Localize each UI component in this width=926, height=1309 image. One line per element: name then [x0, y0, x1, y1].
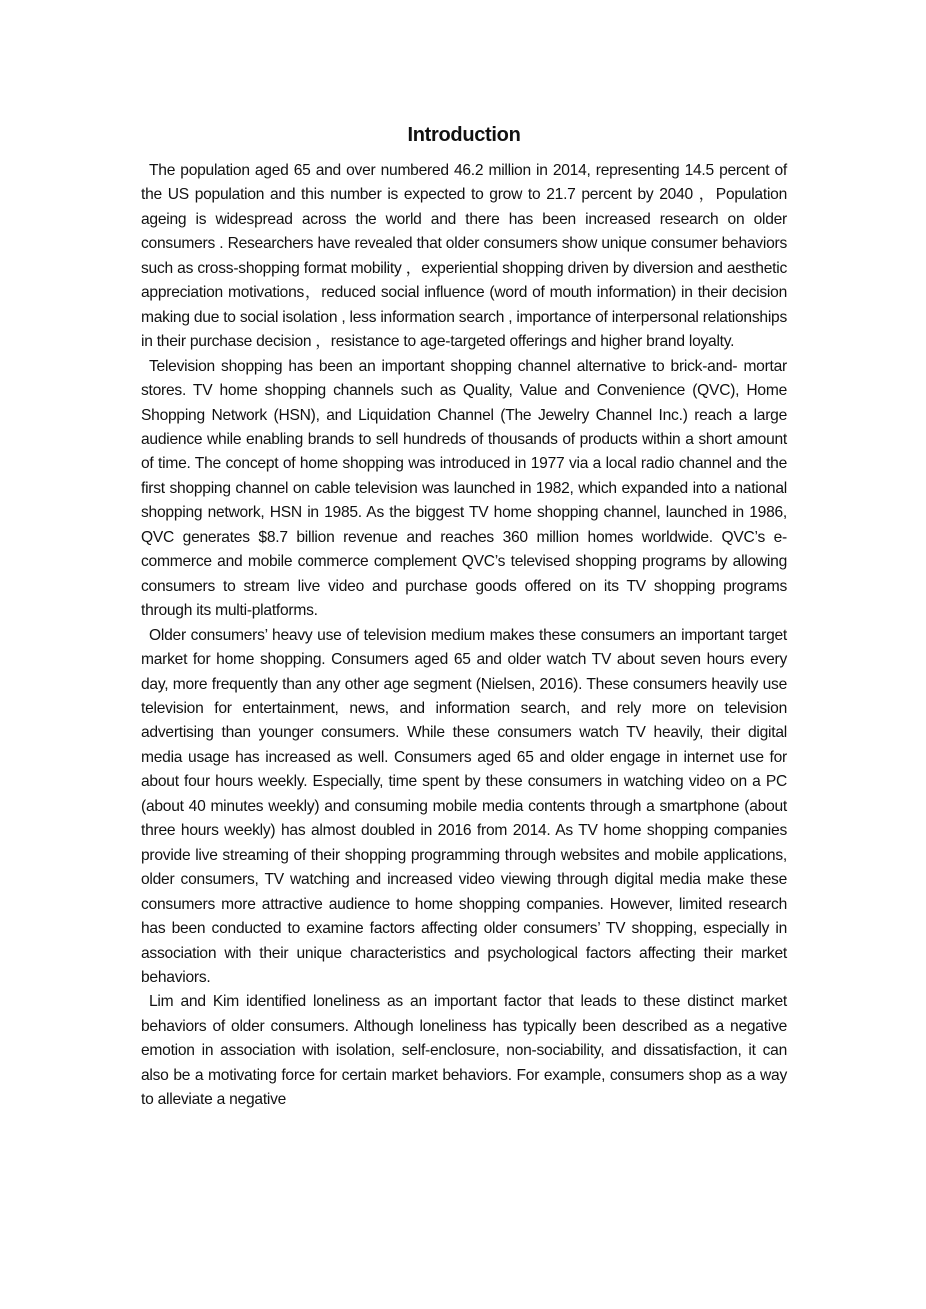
paragraph-older-consumers: The population aged 65 and over numbered 46.2 million in 2014, representing 14.5 percent of the US population and this number is expected to grow to 21.7 percent by 2040 ，Population ageing is widespread across the world and there has been increased research on older consumers . Researchers have revealed that older consumers show unique consumer behaviors such as cross-shopping format mobility ，experiential shopping driven by diversion and aesthetic appreciation motivations，reduced social influence (word of mouth information) in their decision making due to social isolation , less information search , importance of interpersonal relationships in their purchase decision ，resistance to age-targeted offerings and higher brand loyalty.	[141, 162, 787, 351]
section-title: Introduction	[407, 124, 521, 146]
paragraph-television-shopping: Television shopping has been an important shopping channel alternative to brick-and- mortar stores. TV home shopping channels such as Quality, Value and Convenience (QVC), Home Shopping Network (HSN), and Liquidation Channel (The Jewelry Channel Inc.) reach a large audience while enabling brands to sell hundreds of thousands of products within a short amount of time. The concept of home shopping was introduced in 1977 via a local radio channel and the first shopping channel on cable television was launched in 1982, which expanded into a national shopping network, HSN in 1985. As the biggest TV home shopping channel, launched in 1986, QVC generates $8.7 billion revenue and reaches 360 million homes worldwide. QVC’s e-commerce and mobile commerce complement QVC’s televised shopping programs by allowing consumers to stream live video and purchase goods offered on its TV shopping programs through its multi-platforms.	[141, 357, 787, 620]
paragraph-loneliness: Lim and Kim identified loneliness as an important factor that leads to these distinct market behaviors of older consumers. Although loneliness has typically been described as a negative emotion in association with isolation, self-enclosure, non-sociability, and dissatisfaction, it can also be a motivating force for certain market behaviors. For example, consumers shop as a way to alleviate a negative	[141, 993, 787, 1109]
document-body	[141, 122, 787, 1113]
paragraph-media-use: Older consumers’ heavy use of television medium makes these consumers an important target market for home shopping. Consumers aged 65 and older watch TV about seven hours every day, more frequently than any other age segment (Nielsen, 2016). These consumers heavily use television for entertainment, news, and information search, and rely more on television advertising than younger consumers. While these consumers watch TV heavily, their digital media usage has increased as well. Consumers aged 65 and older engage in internet use for about four hours weekly. Especially, time spent by these consumers in watching video on a PC (about 40 minutes weekly) and consuming mobile media contents through a smartphone (about three hours weekly) has almost doubled in 2016 from 2014. As TV home shopping companies provide live streaming of their shopping programming through websites and mobile applications, older consumers, TV watching and increased video viewing through digital media make these consumers more attractive audience to home shopping companies. However, limited research has been conducted to examine factors affecting older consumers’ TV shopping, especially in association with their unique characteristics and psychological factors affecting their market behaviors.	[141, 626, 787, 986]
